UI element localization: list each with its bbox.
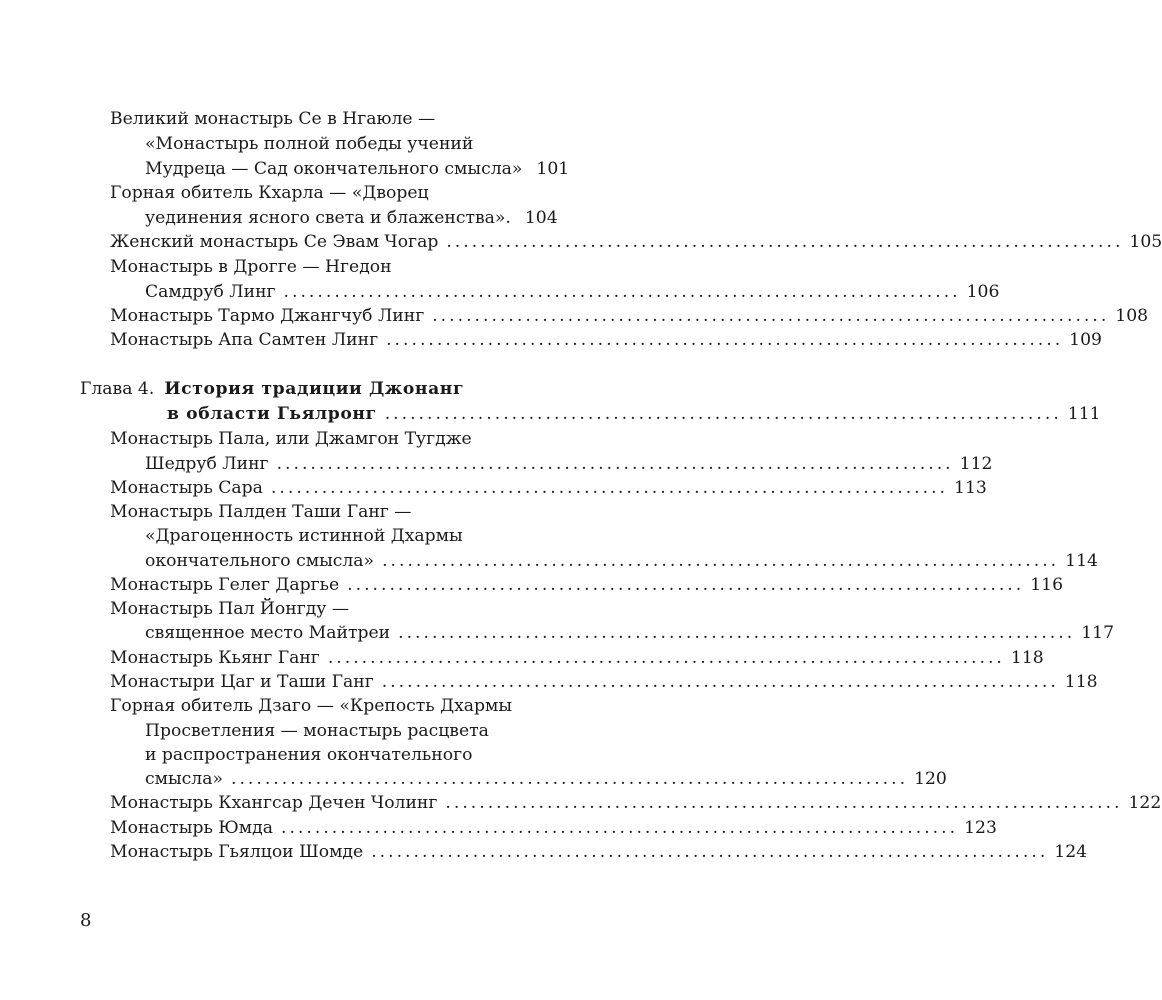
toc-entry-continuation (145, 742, 544, 768)
toc-entry-title: Монастырь Палден Таши Ганг — (110, 502, 412, 522)
dot-leader: ................................................................................ (445, 793, 1123, 813)
toc-page-number: 117 (1081, 623, 1115, 643)
toc-entry (110, 254, 544, 280)
dot-leader: ................................................................................ (230, 769, 909, 789)
chapter-title: в области Гьялронг (167, 404, 377, 424)
toc-entry (110, 499, 544, 525)
toc-page-number: 118 (1010, 648, 1044, 668)
toc-entry-continuation (145, 718, 544, 744)
toc-entry-title: окончательного смысла» (145, 551, 375, 571)
toc-entry (110, 669, 1098, 695)
toc-entry-title: уединения ясного света и блаженства». (145, 208, 511, 228)
toc-entry (110, 815, 997, 841)
toc-entry (110, 790, 1162, 816)
toc-page-number: 104 (524, 208, 558, 228)
toc-entry-title: Горная обитель Дзаго — «Крепость Дхармы (110, 696, 513, 716)
toc-entry-continuation (145, 279, 1000, 305)
toc-entry (110, 475, 987, 501)
dot-leader: ................................................................................ (327, 648, 1005, 668)
toc-entry (110, 303, 1149, 329)
dot-leader: ................................................................................ (384, 404, 1062, 424)
toc-entry-title: Монастырь Пал Йонгду — (110, 599, 350, 619)
toc-entry-continuation (145, 548, 1098, 574)
toc-page-number: 109 (1069, 330, 1102, 350)
toc-page-number: 101 (536, 159, 570, 179)
toc-entry (110, 572, 1064, 598)
chapter-title: История традиции Джонанг (164, 379, 465, 399)
toc-entry (110, 693, 544, 719)
toc-entry-title: Монастырь Кхангсар Дечен Чолинг (110, 793, 438, 813)
toc-entry-title: Монастырь Гьялцои Шомде (110, 842, 364, 862)
chapter-heading (80, 376, 544, 402)
toc-entry (110, 426, 544, 452)
toc-entry-title: Монастырь Сара (110, 478, 263, 498)
toc-entry-title: Монастырь Гелег Даргье (110, 575, 340, 595)
toc-page-number: 116 (1030, 575, 1064, 595)
dot-leader: ................................................................................ (276, 454, 954, 474)
dot-leader: ................................................................................ (398, 623, 1076, 643)
toc-entry (110, 839, 1088, 865)
toc-entry-title: Женский монастырь Се Эвам Чогар (110, 232, 439, 252)
dot-leader: ................................................................................ (381, 672, 1059, 692)
chapter-heading-continuation (167, 401, 1101, 427)
toc-entry-title: «Монастырь полной победы учений (145, 134, 474, 154)
toc-entry-title: Монастырь Апа Самтен Линг (110, 330, 379, 350)
toc-page-number: 108 (1115, 306, 1149, 326)
toc-page-number: 105 (1129, 232, 1162, 252)
dot-leader: ................................................................................ (446, 232, 1124, 252)
toc-page-number: 122 (1128, 793, 1162, 813)
toc-entry (110, 327, 1102, 353)
toc-entry-title: Горная обитель Кхарла — «Дворец (110, 183, 429, 203)
toc-entry-title: Монастырь Тармо Джангчуб Линг (110, 306, 425, 326)
toc-entry-title: Монастырь Юмда (110, 818, 273, 838)
toc-page-number: 114 (1065, 551, 1098, 571)
dot-leader: ................................................................................ (283, 282, 961, 302)
toc-entry (110, 180, 544, 206)
toc-entry (110, 645, 1044, 671)
toc-entry-continuation (145, 205, 558, 231)
toc-entry-title: Монастырь Кьянг Ганг (110, 648, 320, 668)
dot-leader: ................................................................................ (386, 330, 1064, 350)
toc-page-number: 120 (914, 769, 947, 789)
page-number: 8 (80, 910, 92, 931)
toc-entry-continuation (145, 451, 993, 477)
dot-leader: ................................................................................ (347, 575, 1025, 595)
toc-page-number: 111 (1067, 404, 1101, 424)
dot-leader: ................................................................................ (281, 818, 959, 838)
toc-entry (110, 229, 1162, 255)
toc-entry-continuation (145, 523, 544, 549)
dot-leader: ................................................................................ (382, 551, 1060, 571)
dot-leader: ................................................................................ (371, 842, 1049, 862)
toc-entry-title: Шедруб Линг (145, 454, 269, 474)
toc-entry-title: Мудреца — Сад окончательного смысла» (145, 159, 523, 179)
toc-entry-title: «Драгоценность истинной Дхармы (145, 526, 463, 546)
toc-entry-title: Монастырь в Дрогге — Нгедон (110, 257, 392, 277)
toc-entry (110, 106, 544, 132)
toc-entry-title: Монастыри Цаг и Таши Ганг (110, 672, 374, 692)
chapter-label: Глава 4. (80, 379, 155, 399)
toc-entry-title: Великий монастырь Се в Нгаюле — (110, 109, 436, 129)
toc-entry-title: и распространения окончательного (145, 745, 473, 765)
toc-entry-continuation (145, 766, 947, 792)
toc-entry-title: священное место Майтреи (145, 623, 391, 643)
toc-page-number: 118 (1064, 672, 1098, 692)
toc-entry (110, 596, 544, 622)
toc-entry-continuation (145, 131, 544, 157)
toc-page-number: 112 (959, 454, 993, 474)
toc-entry-continuation (145, 620, 1115, 646)
dot-leader: ................................................................................ (432, 306, 1110, 326)
toc-page-number: 113 (954, 478, 987, 498)
toc-page-number: 123 (964, 818, 997, 838)
toc-entry-title: смысла» (145, 769, 223, 789)
toc-entry-title: Самдруб Линг (145, 282, 276, 302)
dot-leader: ................................................................................ (270, 478, 949, 498)
toc-page-number: 124 (1054, 842, 1088, 862)
toc-page-number: 106 (966, 282, 1000, 302)
toc-entry-title: Монастырь Пала, или Джамгон Тугдже (110, 429, 472, 449)
toc-entry-continuation (145, 156, 570, 182)
toc-entry-title: Просветления — монастырь расцвета (145, 721, 489, 741)
